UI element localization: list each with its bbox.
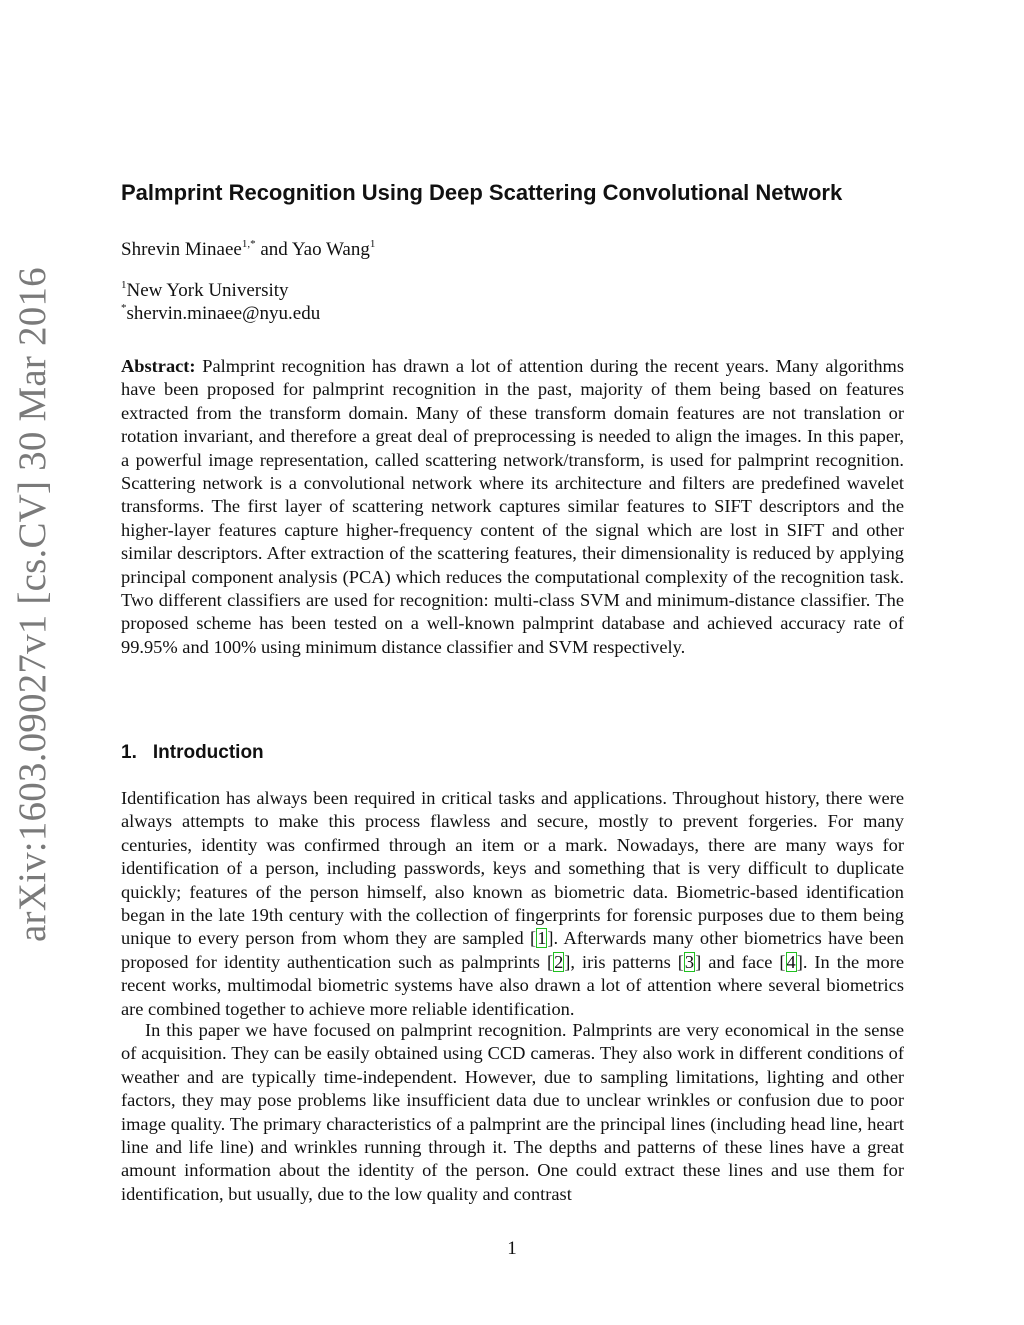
citation-link-3[interactable]: 3 (684, 951, 695, 972)
author-affiliation-mark: 1,* (241, 238, 256, 250)
affiliation-mark: 1 (121, 279, 127, 291)
paragraph-text: ], iris patterns [ (564, 951, 684, 972)
author-conjunction: and (255, 239, 292, 260)
paragraph-text: ]. Afterwards many other biometrics have been proposed for identity authentication such as palmprints [ (121, 928, 904, 972)
corresponding-mark: * (121, 302, 127, 314)
affiliation-email (121, 303, 320, 325)
citation-link-1[interactable]: 1 (537, 928, 547, 949)
citation-link-2[interactable]: 2 (554, 951, 564, 972)
abstract-paragraph (121, 355, 904, 659)
paragraph-text: Identification has always been required in critical tasks and applications. Throughout history, there were always attempts to make this process flawless and secure, mostly to prevent forgeries. For many centuries, identity was confirmed through an item or a mark. Nowadays, there are many ways for identification of a person, including passwords, keys and something that is very difficult to duplicate quickly; features of the person himself, also known as biometric data. Biometric-based identification began in the late 19th century with the collection of fingerprints for forensic purposes due to them being unique to every person from whom they are sampled [ (121, 788, 904, 949)
introduction-paragraph-1 (121, 787, 904, 1021)
paragraph-text: ]. In the more recent works, multimodal biometric systems have also drawn a lot of attention where several biometrics are combined together to achieve more reliable identification. (121, 951, 905, 1019)
abstract-text: Palmprint recognition has drawn a lot of attention during the recent years. Many algorithms have been proposed for palmprint recognition in the past, majority of them being based on features extracted from the transform domain. Many of these transform domain features are not translation or rotation invariant, and therefore a great deal of preprocessing is needed to align the images. In this paper, a powerful image representation, called scattering network/transform, is used for palmprint recognition. Scattering network is a convolutional network where its architecture and filters are predefined wavelet transforms. The first layer of scattering network captures similar features to SIFT descriptors and the higher-layer features capture higher-frequency content of the signal which are lost in SIFT and other similar descriptors. After extraction of the scattering features, their dimensionality is reduced by applying principal component analysis (PCA) which reduces the computational complexity of the recognition task. Two different classifiers are used for recognition: multi-class SVM and minimum-distance classifier. The proposed scheme has been tested on a well-known palmprint database and achieved accuracy rate of 99.95% and 100% using minimum distance classifier and SVM respectively. (121, 356, 904, 657)
arxiv-identifier-stamp: arXiv:1603.09027v1 [cs.CV] 30 Mar 2016 (11, 267, 54, 942)
affiliation-institution (121, 280, 289, 302)
section-number: 1. (121, 742, 137, 763)
abstract-label: Abstract: (121, 356, 196, 376)
introduction-paragraph-2: In this paper we have focused on palmprint recognition. Palmprints are very economical in the sense of acquisition. They can be easily obtained using CCD cameras. They also work in different conditions of weather and are typically time-independent. However, due to sampling limitations, lighting and other factors, they may pose problems like insufficient data due to unclear wrinkles or confusion due to poor image quality. The primary characteristics of a palmprint are the principal lines (including head line, heart line and life line) and wrinkles running through it. The depths and patterns of these lines have a great amount information about the identity of the person. One could extract these lines and use them for identification, but usually, due to the low quality and contrast (121, 1020, 904, 1204)
citation-link-4[interactable]: 4 (786, 951, 796, 972)
author-line (121, 239, 375, 261)
author-affiliation-mark: 1 (369, 238, 376, 250)
paragraph-text: ] and face [ (695, 951, 786, 972)
author-name: Shrevin Minaee (121, 239, 242, 260)
page-number: 1 (507, 1238, 517, 1259)
section-heading-introduction (121, 742, 264, 764)
paper-title: Palmprint Recognition Using Deep Scattering Convolutional Network (121, 180, 843, 205)
email-address[interactable]: shervin.minaee@nyu.edu (126, 303, 321, 324)
institution-name: New York University (126, 280, 289, 301)
section-title: Introduction (152, 742, 264, 763)
author-name: Yao Wang (291, 239, 370, 260)
